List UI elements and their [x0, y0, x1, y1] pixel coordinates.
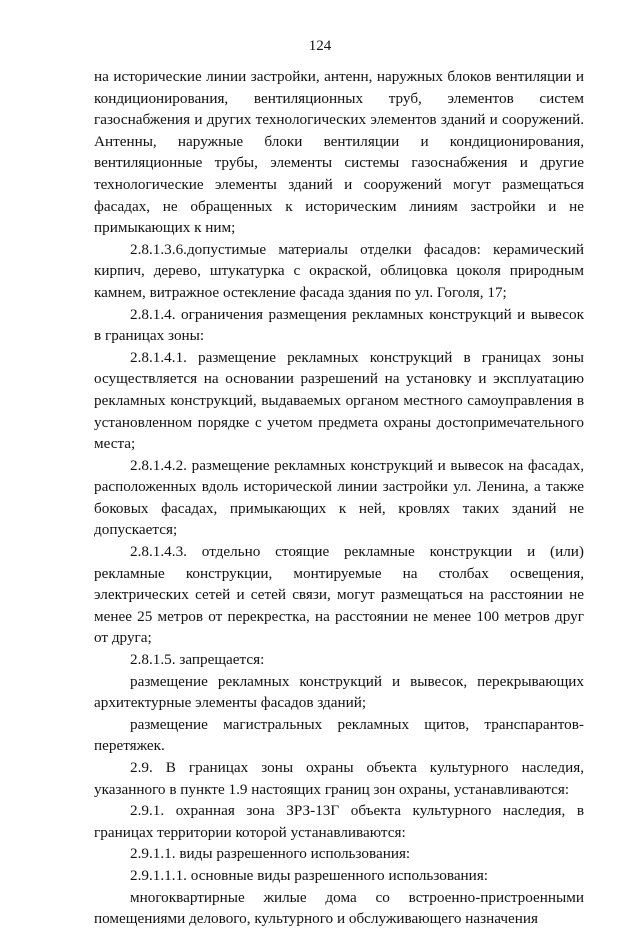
paragraph: 2.9.1.1. виды разрешенного использования: — [130, 845, 411, 863]
paragraph: 2.9. В границах зоны охраны объекта культурного наследия, указанного в пункте 1.9 настоящих границ зон охраны, устанавливаются: — [94, 759, 584, 798]
paragraph: 2.8.1.4.2. размещение рекламных конструкций и вывесок на фасадах, расположенных вдоль исторической линии застройки ул. Ленина, а также боковых фасадах, примыкающих к ней, кровлях таких зданий не допускается; — [94, 456, 584, 539]
paragraph: многоквартирные жилые дома со встроенно-пристроенными помещениями делового, культурного и обслуживающего назначения — [94, 888, 584, 928]
paragraph: 2.8.1.5. запрещается: — [130, 651, 265, 669]
paragraph: 2.8.1.4.3. отдельно стоящие рекламные конструкции и (или) рекламные конструкции, монтируемые на столбах освещения, электрических сетей и сетей связи, могут размещаться на расстоянии не менее 25 метров от перекрестка, на расстоянии не менее 100 метров друг от друга; — [94, 543, 584, 647]
paragraph: 2.9.1.1.1. основные виды разрешенного использования: — [130, 866, 489, 884]
paragraph: размещение магистральных рекламных щитов, транспарантов-перетяжек. — [94, 715, 584, 755]
page-number: 124 — [308, 38, 332, 54]
paragraph: 2.8.1.4. ограничения размещения рекламных конструкций и вывесок в границах зоны: — [94, 305, 584, 345]
paragraph: 2.8.1.3.6.допустимые материалы отделки фасадов: керамический кирпич, дерево, штукатурка с окраской, облицовка цоколя природным камнем, витражное остекление фасада здания по ул. Гоголя, 17; — [94, 240, 584, 301]
paragraph: размещение рекламных конструкций и вывесок, перекрывающих архитектурные элементы фасадов зданий; — [94, 672, 584, 712]
document-body — [94, 66, 584, 930]
paragraph: 2.9.1. охранная зона ЗРЗ-13Г объекта культурного наследия, в границах территории которой устанавливаются: — [94, 802, 584, 841]
paragraph: 2.8.1.4.1. размещение рекламных конструкций в границах зоны осуществляется на основании разрешений на установку и эксплуатацию рекламных конструкций, выдаваемых органом местного самоуправления в установленном порядке с учетом предмета охраны достопримечательного места; — [94, 348, 584, 453]
paragraph: на исторические линии застройки, антенн, наружных блоков вентиляции и кондиционирования, вентиляционных труб, элементов систем газоснабжения и других технологических элементов зданий и сооружений. Антенны, наружные блоки вентиляции и кондиционирования, вентиляционные трубы, элементы системы газоснабжения и другие технологические элементы зданий и сооружений могут размещаться фасадах, не обращенных к историческим линиям застройки и не примыкающих к ним; — [94, 68, 584, 237]
